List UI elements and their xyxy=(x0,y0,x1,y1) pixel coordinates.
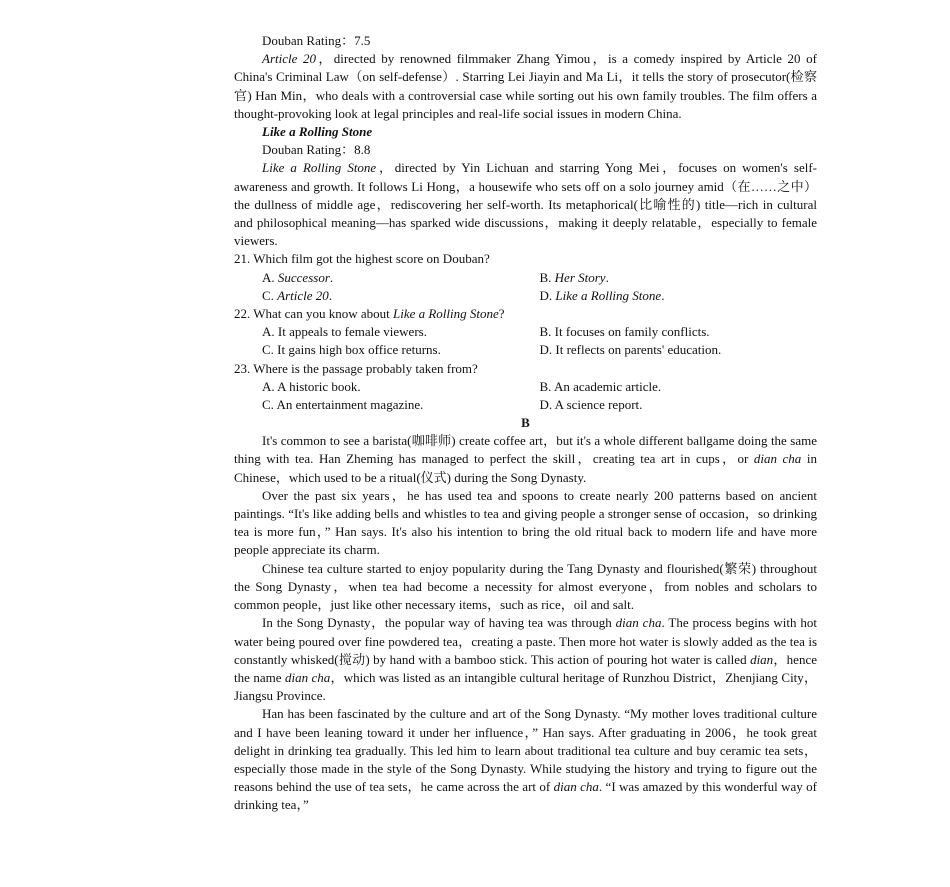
rolling-stone-title: Like a Rolling Stone xyxy=(262,160,377,176)
q21-option-a[interactable]: A. Successor. xyxy=(262,269,334,285)
q22-options-row1 xyxy=(234,323,817,341)
section-b-paragraph-5: Han has been fascinated by the culture and art of the Song Dynasty. “My mother loves traditional culture and I have been leaning toward it under her influence，” Han says. After graduating in 2006，he took great delight in drinking tea gradually. This led him to learn about traditional tea culture and buy ceramic tea sets，especially those made in the style of the Song Dynasty. While studying the history and trying to figure out the reasons behind the use of tea sets，he came across the art of dian cha. “I was amazed by this wonderful way of drinking tea，” xyxy=(234,706,817,813)
q21-option-b[interactable]: B. Her Story. xyxy=(539,269,609,285)
rolling-stone-paragraph xyxy=(234,159,817,250)
question-23: 23. Where is the passage probably taken from? xyxy=(234,360,478,376)
q23-option-c[interactable]: C. An entertainment magazine. xyxy=(262,396,424,412)
q23-options-row2 xyxy=(234,396,817,414)
q21-options-row2 xyxy=(234,287,817,305)
q22-option-a[interactable]: A. It appeals to female viewers. xyxy=(262,324,427,340)
question-21: 21. Which film got the highest score on Douban? xyxy=(234,251,490,267)
rolling-stone-heading: Like a Rolling Stone xyxy=(262,124,373,139)
question-22: 22. What can you know about Like a Rolling Stone? xyxy=(234,305,505,321)
q23-option-a[interactable]: A. A historic book. xyxy=(262,378,361,394)
exam-page xyxy=(234,32,817,815)
section-b-paragraph-3: Chinese tea culture started to enjoy popularity during the Tang Dynasty and flourished(繁荣) throughout the Song Dynasty，when tea had become a necessity for almost everyone，from nobles and scholars to common people，just like other necessary items，such as rice，oil and salt. xyxy=(234,560,817,613)
q22-option-c[interactable]: C. It gains high box office returns. xyxy=(262,342,441,358)
rolling-stone-rating: Douban Rating：8.8 xyxy=(262,142,371,158)
section-b-paragraph-4: In the Song Dynasty，the popular way of having tea was through dian cha. The process begins with hot water being poured over fine powdered tea，creating a paste. Then more hot water is slowly added as the tea is constantly whisked(搅动) by hand with a bamboo stick. This action of pouring hot water is called dian，hence the name dian cha，which was listed as an intangible cultural heritage of Runzhou District，Zhenjiang City，Jiangsu Province. xyxy=(234,615,817,704)
section-b-label: B xyxy=(521,415,530,431)
section-b-paragraph-2: Over the past six years，he has used tea and spoons to create nearly 200 patterns based on ancient paintings. “It's like adding bells and whistles to tea and giving people a stronger sense of occasion，so drinking tea is more fun，” Han says. It's also his intention to bring the old ritual back to modern life and have more people appreciate its charm. xyxy=(234,487,817,558)
q22-options-row2 xyxy=(234,341,817,359)
q23-options-row1 xyxy=(234,378,817,396)
article20-rating: Douban Rating：7.5 xyxy=(262,33,371,48)
article20-body: ，directed by renowned filmmaker Zhang Yimou，is a comedy inspired by Article 20 of China's Criminal Law（on self-defense）. Starring Lei Jiayin and Ma Li，it tells the story of prosecutor(检察官) Han Min，who deals with a controversial case while sorting out his own family troubles. The film offers a thought-provoking look at legal principles and real-life social issues in modern China. xyxy=(234,51,817,121)
q21-option-c[interactable]: C. Article 20. xyxy=(262,287,333,303)
article20-paragraph xyxy=(234,50,817,123)
article20-title: Article 20 xyxy=(262,51,316,67)
q22-option-d[interactable]: D. It reflects on parents' education. xyxy=(539,342,722,358)
section-b-paragraph-1: It's common to see a barista(咖啡师) create coffee art，but it's a whole different ballgame doing the same thing with tea. Han Zheming has managed to perfect the skill，creating tea art in cups，or dian cha in Chinese，which used to be a ritual(仪式) during the Song Dynasty. xyxy=(234,433,817,485)
rolling-stone-body: ，directed by Yin Lichuan and starring Yong Mei，focuses on women's self-awareness and growth. It follows Li Hong，a housewife who sets off on a solo journey amid（在……之中）the dullness of middle age，rediscovering her self-worth. Its metaphorical(比喻性的) title—rich in cultural and philosophical meaning—has sparked wide discussions，making it deeply relatable，especially to female viewers. xyxy=(234,160,817,249)
q21-options-row1 xyxy=(234,269,817,287)
q23-option-d[interactable]: D. A science report. xyxy=(539,396,643,412)
q23-option-b[interactable]: B. An academic article. xyxy=(539,378,662,394)
q21-option-d[interactable]: D. Like a Rolling Stone. xyxy=(539,287,665,303)
q22-option-b[interactable]: B. It focuses on family conflicts. xyxy=(539,324,710,340)
